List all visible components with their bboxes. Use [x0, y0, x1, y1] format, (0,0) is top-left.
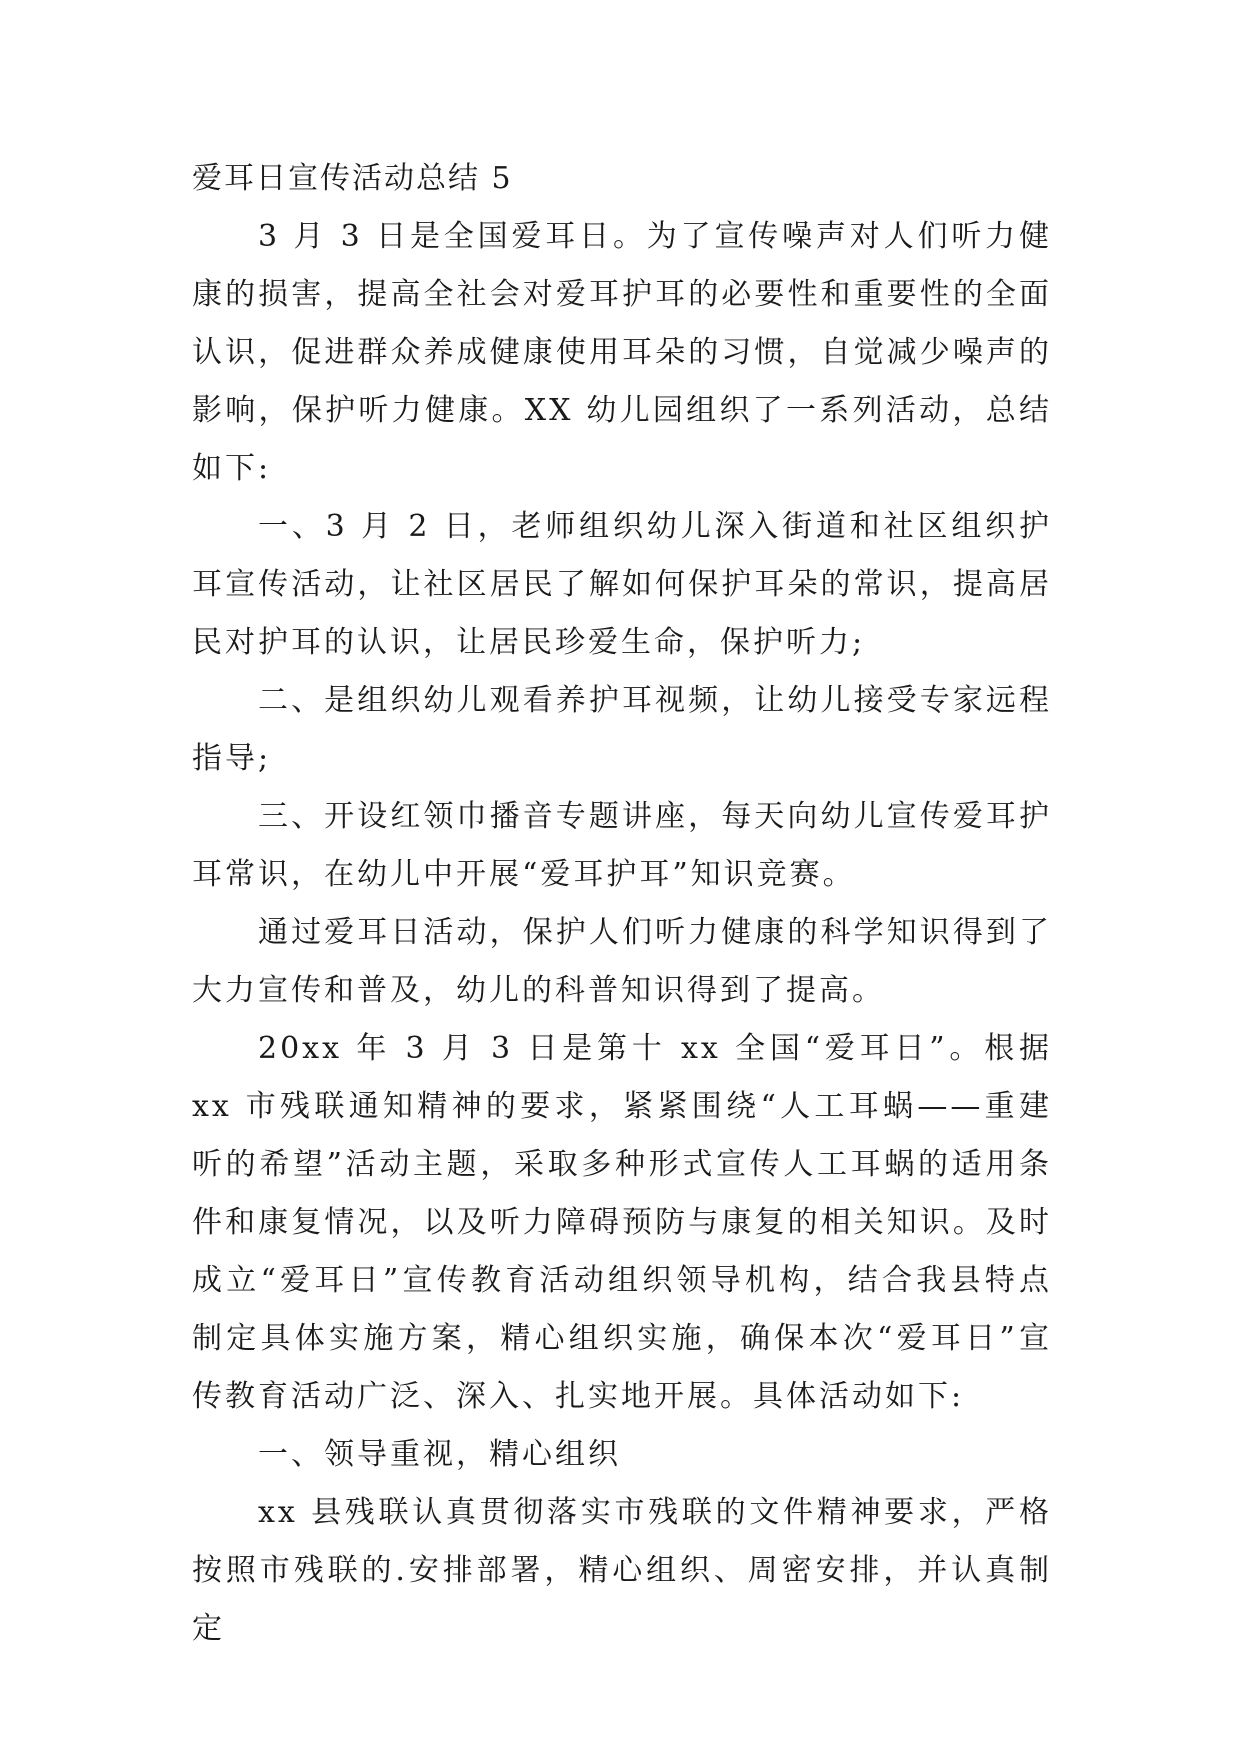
section-heading: 一、领导重视，精心组织 [258, 1437, 621, 1472]
paragraph-item-2: 二、是组织幼儿观看养护耳视频，让幼儿接受专家远程指导; [192, 683, 1052, 776]
paragraph-section-body: xx 县残联认真贯彻落实市残联的文件精神要求，严格按照市残联的.安排部署，精心组织、周密安排，并认真制定 [192, 1495, 1052, 1646]
paragraph-second-intro: 20xx 年 3 月 3 日是第十 xx 全国“爱耳日”。根据 xx 市残联通知精神的要求，紧紧围绕“人工耳蜗——重建听的希望”活动主题，采取多种形式宣传人工耳蜗的适用条件和康复情况，以及听力障碍预防与康复的相关知识。及时成立“爱耳日”宣传教育活动组织领导机构，结合我县特点制定具体实施方案，精心组织实施，确保本次“爱耳日”宣传教育活动广泛、深入、扎实地开展。具体活动如下: [192, 1031, 1052, 1414]
paragraph-conclusion: 通过爱耳日活动，保护人们听力健康的科学知识得到了大力宣传和普及，幼儿的科普知识得到了提高。 [192, 915, 1052, 1008]
paragraph-item-3: 三、开设红领巾播音专题讲座，每天向幼儿宣传爱耳护耳常识，在幼儿中开展“爱耳护耳”知识竞赛。 [192, 799, 1052, 892]
document-page [192, 150, 1052, 1658]
document-title: 爱耳日宣传活动总结 5 [192, 161, 513, 196]
paragraph-intro: 3 月 3 日是全国爱耳日。为了宣传噪声对人们听力健康的损害，提高全社会对爱耳护耳的必要性和重要性的全面认识，促进群众养成健康使用耳朵的习惯，自觉减少噪声的影响，保护听力健康。XX 幼儿园组织了一系列活动，总结如下: [192, 219, 1052, 486]
paragraph-item-1: 一、3 月 2 日，老师组织幼儿深入街道和社区组织护耳宣传活动，让社区居民了解如何保护耳朵的常识，提高居民对护耳的认识，让居民珍爱生命，保护听力; [192, 509, 1052, 660]
